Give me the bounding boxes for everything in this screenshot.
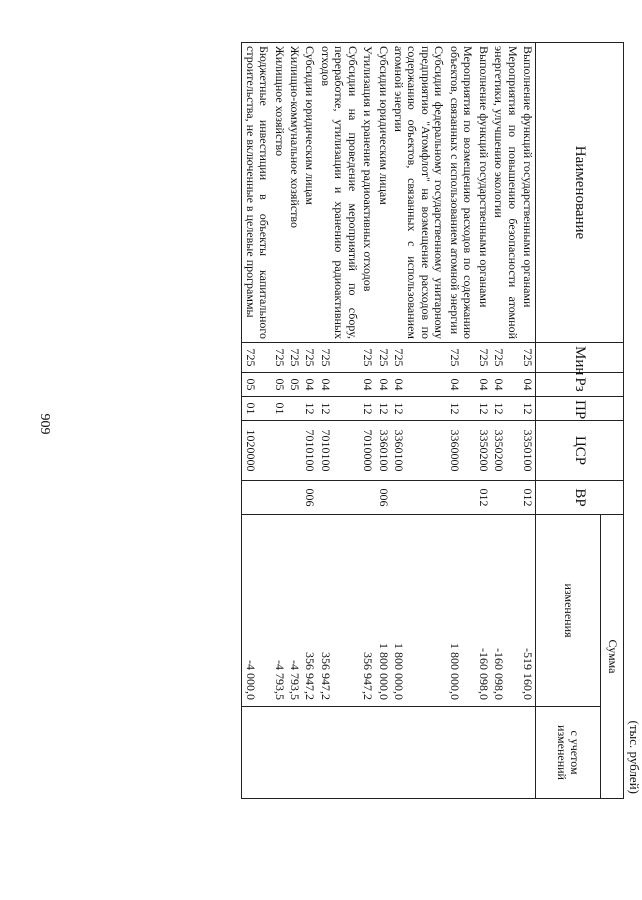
cell-change: -4 793,5 (287, 515, 302, 707)
header-csr: ЦСР (536, 421, 624, 481)
cell-change: 1 800 000,0 (375, 515, 390, 707)
cell-change: -160 098,0 (491, 515, 520, 707)
cell-rz: 04 (446, 373, 475, 397)
cell-total (391, 707, 447, 799)
cell-pr: 01 (271, 397, 286, 421)
cell-vr (242, 481, 271, 515)
cell-min: 725 (475, 343, 490, 373)
cell-name: Субсидии юридическим лицам (302, 43, 317, 343)
cell-min: 725 (242, 343, 271, 373)
cell-min: 725 (375, 343, 390, 373)
cell-change: -519 160,0 (520, 515, 536, 707)
cell-min: 725 (520, 343, 536, 373)
cell-total (317, 707, 359, 799)
cell-csr: 7010000 (360, 421, 375, 481)
cell-total (520, 707, 536, 799)
header-rz: Рз (536, 373, 624, 397)
header-min: Мин (536, 343, 624, 373)
cell-min: 725 (302, 343, 317, 373)
table-row (242, 43, 271, 799)
cell-csr: 3350100 (520, 421, 536, 481)
cell-total (375, 707, 390, 799)
cell-min: 725 (446, 343, 475, 373)
cell-csr: 3360100 (375, 421, 390, 481)
cell-csr: 1020000 (242, 421, 271, 481)
header-with-changes: с учетом изменений (536, 707, 601, 799)
header-name: Наименование (536, 43, 624, 343)
cell-change: 1 800 000,0 (391, 515, 447, 707)
cell-min: 725 (491, 343, 520, 373)
table-row (520, 43, 536, 799)
cell-total (302, 707, 317, 799)
cell-min: 725 (271, 343, 286, 373)
cell-vr (446, 481, 475, 515)
cell-rz: 04 (491, 373, 520, 397)
cell-name: Жилищное хозяйство (271, 43, 286, 343)
page-number: 909 (37, 413, 52, 435)
cell-rz: 04 (391, 373, 447, 397)
cell-change: 356 947,2 (317, 515, 359, 707)
cell-name: Субсидии юридическим лицам (375, 43, 390, 343)
table-row (475, 43, 490, 799)
cell-min: 725 (391, 343, 447, 373)
table-row (287, 43, 302, 799)
table-row (271, 43, 286, 799)
table-row (360, 43, 375, 799)
cell-rz: 04 (520, 373, 536, 397)
cell-change: -160 098,0 (475, 515, 490, 707)
cell-name: Субсидии на проведение мероприятий по сбору, переработке, утилизации и хранению радиоактивных отходов (317, 43, 359, 343)
cell-csr: 3360000 (446, 421, 475, 481)
cell-name: Жилищно-коммунальное хозяйство (287, 43, 302, 343)
cell-vr (317, 481, 359, 515)
header-pr: ПР (536, 397, 624, 421)
table-row (391, 43, 447, 799)
cell-rz: 04 (317, 373, 359, 397)
header-sum: Сумма (601, 515, 624, 799)
table-row (491, 43, 520, 799)
cell-rz: 04 (475, 373, 490, 397)
cell-total (475, 707, 490, 799)
cell-pr (287, 397, 302, 421)
rotated-table-block (62, 30, 642, 860)
cell-csr: 7010100 (302, 421, 317, 481)
header-vr: ВР (536, 481, 624, 515)
cell-rz: 04 (302, 373, 317, 397)
cell-change: 356 947,2 (302, 515, 317, 707)
cell-min: 725 (360, 343, 375, 373)
cell-change: 356 947,2 (360, 515, 375, 707)
cell-pr: 12 (375, 397, 390, 421)
cell-min: 725 (317, 343, 359, 373)
cell-name: Выполнение функций государственными органами (520, 43, 536, 343)
cell-vr: 006 (375, 481, 390, 515)
cell-pr: 12 (391, 397, 447, 421)
cell-change: -4 000,0 (242, 515, 271, 707)
cell-total (271, 707, 286, 799)
cell-total (491, 707, 520, 799)
cell-pr: 12 (491, 397, 520, 421)
cell-total (360, 707, 375, 799)
cell-vr: 012 (475, 481, 490, 515)
budget-table (241, 42, 624, 799)
cell-vr: 012 (520, 481, 536, 515)
cell-vr (287, 481, 302, 515)
cell-name: Выполнение функций государственными органами (475, 43, 490, 343)
cell-name: Мероприятия по повышению безопасности атомной энергетики, улучшению экологии (491, 43, 520, 343)
cell-name: Мероприятия по возмещению расходов по содержанию объектов, связанных с использованием атомной энергии (446, 43, 475, 343)
cell-name: Субсидии федеральному государственному унитарному предприятию "Атомфлот" на возмещение расходов по содержанию объектов, связанных с использованием атомной энергии (391, 43, 447, 343)
cell-min: 725 (287, 343, 302, 373)
table-row (375, 43, 390, 799)
cell-pr: 12 (317, 397, 359, 421)
cell-pr: 12 (446, 397, 475, 421)
cell-vr (271, 481, 286, 515)
table-row (317, 43, 359, 799)
units-note: (тыс. рублей) (627, 720, 642, 794)
table-body (242, 43, 536, 799)
cell-csr: 3360100 (391, 421, 447, 481)
cell-total (287, 707, 302, 799)
cell-csr: 3350200 (491, 421, 520, 481)
cell-pr: 12 (360, 397, 375, 421)
cell-csr (287, 421, 302, 481)
cell-change: 1 800 000,0 (446, 515, 475, 707)
cell-csr (271, 421, 286, 481)
header-changes: изменения (536, 515, 601, 707)
cell-csr: 3350200 (475, 421, 490, 481)
cell-name: Бюджетные инвестиции в объекты капитального строительства, не включенные в целевые программы (242, 43, 271, 343)
cell-rz: 04 (375, 373, 390, 397)
cell-vr: 006 (302, 481, 317, 515)
cell-total (242, 707, 271, 799)
cell-vr (391, 481, 447, 515)
cell-rz: 04 (360, 373, 375, 397)
cell-change: -4 793,5 (271, 515, 286, 707)
cell-rz: 05 (271, 373, 286, 397)
cell-csr: 7010100 (317, 421, 359, 481)
table-row (302, 43, 317, 799)
cell-total (446, 707, 475, 799)
cell-rz: 05 (242, 373, 271, 397)
cell-vr (360, 481, 375, 515)
cell-pr: 12 (520, 397, 536, 421)
cell-vr (491, 481, 520, 515)
cell-name: Утилизация и хранение радиоактивных отходов (360, 43, 375, 343)
cell-rz: 05 (287, 373, 302, 397)
cell-pr: 01 (242, 397, 271, 421)
cell-pr: 12 (475, 397, 490, 421)
cell-pr: 12 (302, 397, 317, 421)
table-row (446, 43, 475, 799)
